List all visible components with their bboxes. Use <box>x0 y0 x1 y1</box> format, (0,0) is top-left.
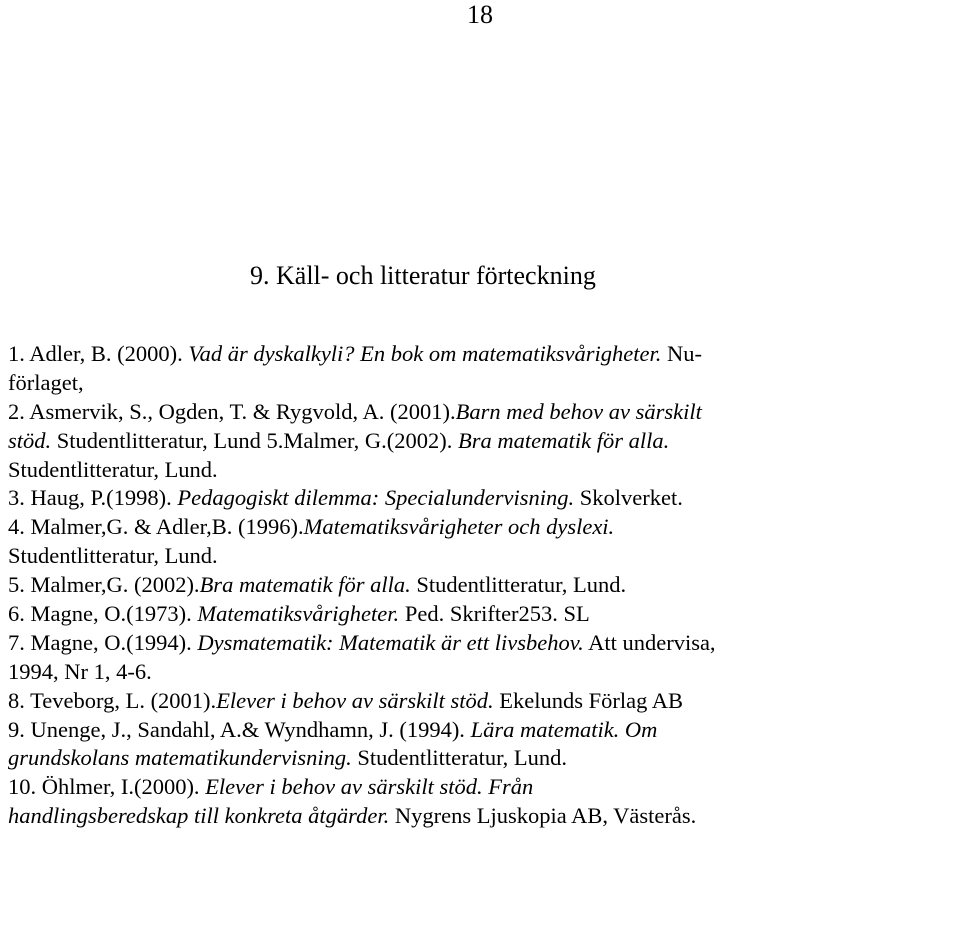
reference-title-text: Lära matematik. Om <box>470 716 658 742</box>
reference-line <box>8 744 958 773</box>
reference-line <box>8 456 958 485</box>
reference-text: 3. Haug, P.(1998). <box>8 485 178 511</box>
reference-text: Att undervisa, <box>583 629 716 655</box>
reference-line <box>8 484 958 513</box>
reference-text: Skolverket. <box>574 485 683 511</box>
reference-line <box>8 716 958 745</box>
reference-title-text: Elever i behov av särskilt stöd. <box>216 687 494 713</box>
page-number: 18 <box>467 0 493 29</box>
reference-title-text: Bra matematik för alla. <box>458 427 670 453</box>
reference-text: Nu- <box>661 341 702 366</box>
reference-title-text: Matematiksvårigheter. <box>197 601 400 627</box>
reference-title-text: grundskolans matematikundervisning. <box>8 745 352 771</box>
section-title: 9. Käll- och litteratur förteckning <box>250 261 596 290</box>
reference-text: 10. Öhlmer, I.(2000). <box>8 774 206 800</box>
reference-text: Studentlitteratur, Lund 5.Malmer, G.(2002). <box>51 427 459 453</box>
reference-line <box>8 600 958 629</box>
reference-line <box>8 658 958 687</box>
reference-line <box>8 427 958 456</box>
reference-line <box>8 687 958 716</box>
reference-text: Studentlitteratur, Lund. <box>410 572 627 598</box>
reference-text: Ekelunds Förlag AB <box>493 687 684 713</box>
reference-text: 4. Malmer,G. & Adler,B. (1996). <box>8 514 304 540</box>
reference-title-text: Matematiksvårigheter och dyslexi. <box>303 514 615 540</box>
reference-title-text: Dysmatematik: Matematik är ett livsbehov. <box>197 629 584 655</box>
reference-text: Studentlitteratur, Lund. <box>8 456 218 482</box>
reference-line <box>8 773 958 802</box>
reference-text: Nygrens Ljuskopia AB, Västerås. <box>389 803 697 829</box>
reference-text: 9. Unenge, J., Sandahl, A.& Wyndhamn, J. (1994). <box>8 716 471 742</box>
reference-line <box>8 340 958 369</box>
reference-text: Studentlitteratur, Lund. <box>8 543 218 569</box>
reference-text: 7. Magne, O.(1994). <box>8 629 198 655</box>
reference-text: 6. Magne, O.(1973). <box>8 601 198 627</box>
reference-line <box>8 629 958 658</box>
reference-text: förlaget, <box>8 369 84 395</box>
reference-title-text: stöd. <box>8 427 52 453</box>
reference-line <box>8 802 958 831</box>
reference-line <box>8 513 958 542</box>
reference-line <box>8 369 958 398</box>
reference-text: 5. Malmer,G. (2002). <box>8 572 200 598</box>
reference-title-text: Vad är dyskalkyli? En bok om matematiksvårigheter. <box>188 341 662 366</box>
reference-line <box>8 571 958 600</box>
reference-text: 2. Asmervik, S., Ogden, T. & Rygvold, A. (2001). <box>8 398 456 424</box>
reference-title-text: Pedagogiskt dilemma: Specialundervisning. <box>177 485 575 511</box>
reference-title-text: Elever i behov av särskilt stöd. Från <box>205 774 534 800</box>
reference-text: 1994, Nr 1, 4-6. <box>8 658 152 684</box>
reference-line <box>8 542 958 571</box>
reference-text: 1. Adler, B. (2000). <box>8 341 189 366</box>
reference-title-text: handlingsberedskap till konkreta åtgärder. <box>8 803 390 829</box>
reference-text: Studentlitteratur, Lund. <box>351 745 568 771</box>
reference-line <box>8 398 958 427</box>
reference-title-text: Barn med behov av särskilt <box>455 398 702 424</box>
reference-text: 8. Teveborg, L. (2001). <box>8 687 217 713</box>
reference-title-text: Bra matematik för alla. <box>199 572 411 598</box>
reference-text: Ped. Skrifter253. SL <box>399 601 590 627</box>
reference-list <box>8 340 958 831</box>
